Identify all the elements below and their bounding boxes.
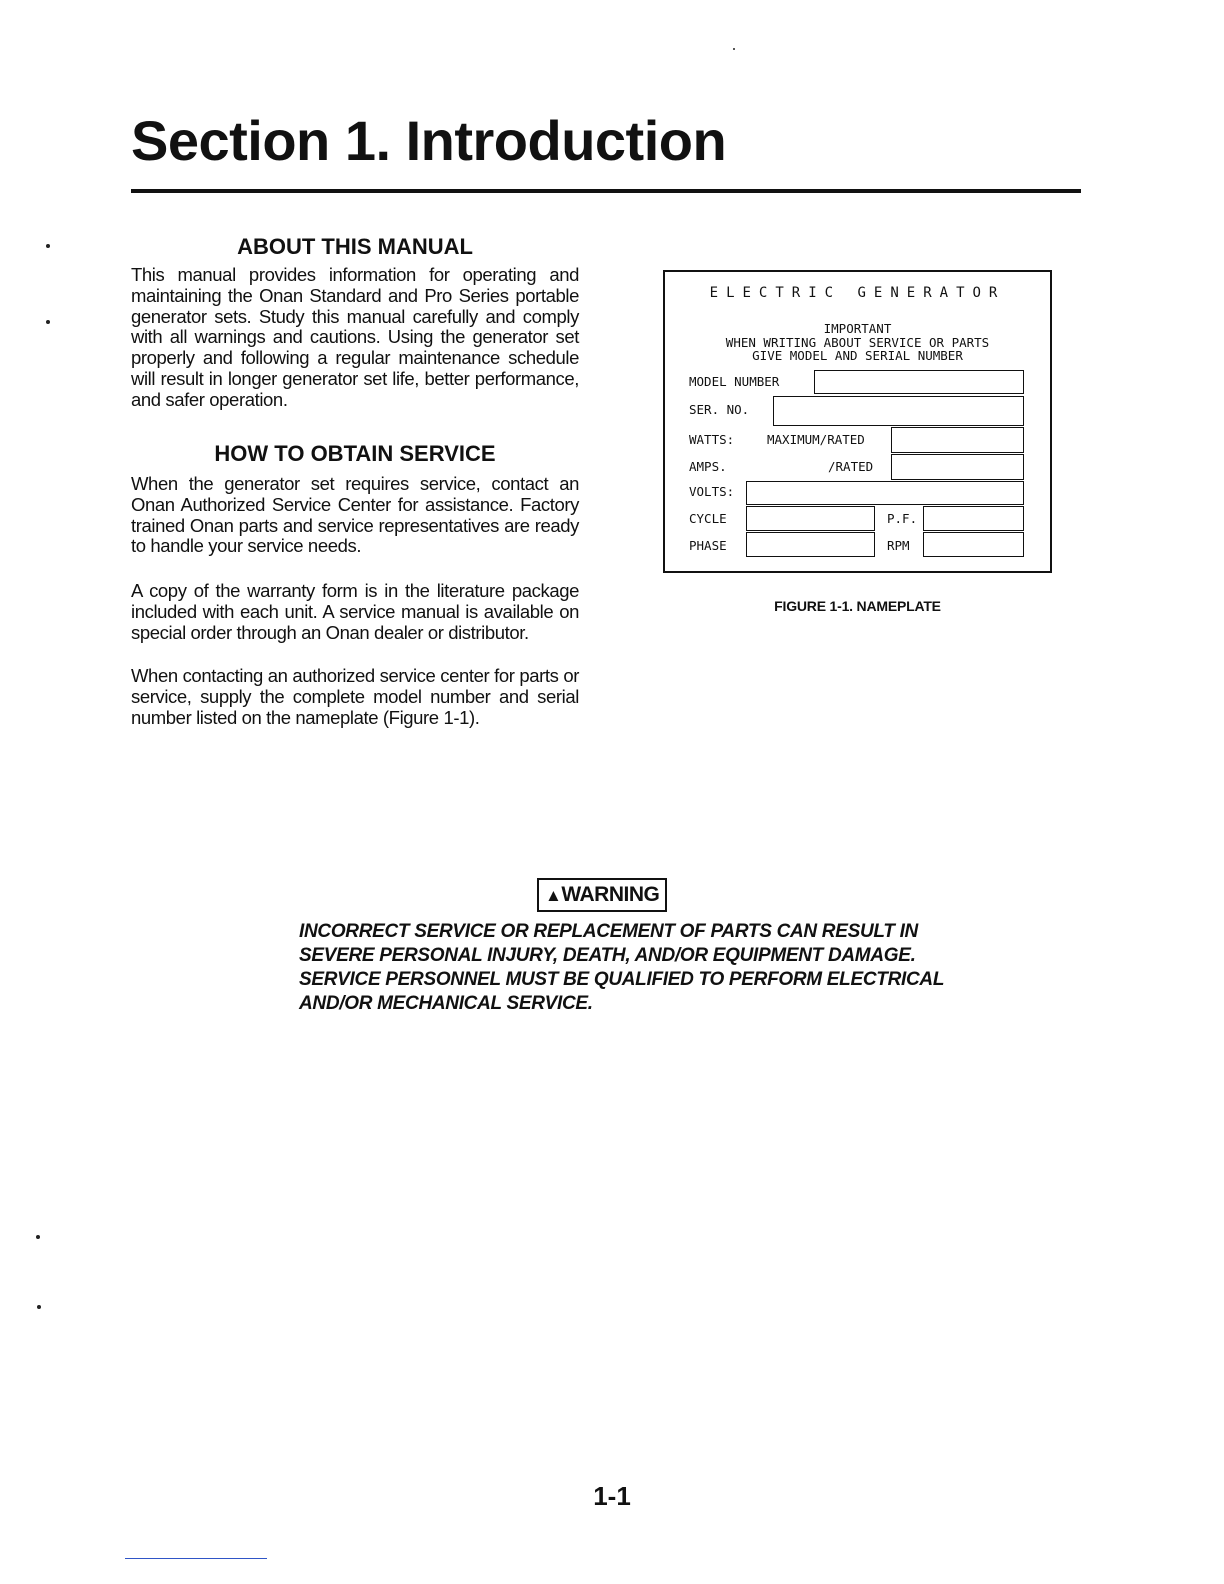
warning-line: SERVICE PERSONNEL MUST BE QUALIFIED TO PERFORM ELECTRICAL	[299, 969, 945, 990]
amps-box	[891, 454, 1024, 480]
nameplate-important: IMPORTANT	[823, 321, 892, 336]
figure-caption: FIGURE 1-1. NAMEPLATE	[774, 598, 941, 614]
scan-mark	[46, 244, 50, 248]
scan-mark	[46, 320, 50, 324]
warning-triangle-icon: ▲	[545, 886, 562, 905]
pf-box	[923, 506, 1024, 531]
amps-sublabel: /RATED	[828, 459, 874, 474]
nameplate-banner: ELECTRIC GENERATOR	[709, 285, 1006, 301]
title-rule	[131, 189, 1081, 193]
service-heading: HOW TO OBTAIN SERVICE	[214, 441, 496, 466]
scan-mark	[733, 48, 735, 50]
warning-label-text: WARNING	[561, 883, 660, 906]
watts-sublabel: MAXIMUM/RATED	[767, 432, 865, 447]
model-number-box	[814, 370, 1024, 394]
phase-box	[746, 532, 875, 557]
warning-line: AND/OR MECHANICAL SERVICE.	[299, 993, 593, 1014]
watts-box	[891, 427, 1024, 453]
nameplate-figure	[663, 270, 1052, 573]
serial-number-box	[773, 396, 1024, 426]
footer-line	[125, 1558, 267, 1559]
warning-line: SEVERE PERSONAL INJURY, DEATH, AND/OR EQUIPMENT DAMAGE.	[299, 945, 916, 966]
model-number-label: MODEL NUMBER	[689, 374, 780, 389]
cycle-label: CYCLE	[689, 511, 727, 526]
rpm-label: RPM	[887, 538, 910, 553]
volts-box	[746, 481, 1024, 505]
rpm-box	[923, 532, 1024, 557]
service-paragraph-3: When contacting an authorized service center for parts or service, supply the complete model number and serial number listed on the nameplate (Figure 1-1).	[131, 665, 579, 728]
nameplate-instruction-2: GIVE MODEL AND SERIAL NUMBER	[752, 348, 963, 363]
service-paragraph-2: A copy of the warranty form is in the literature package included with each unit. A service manual is available on special order through an Onan dealer or distributor.	[131, 580, 579, 643]
scan-mark	[36, 1235, 40, 1239]
amps-label: AMPS.	[689, 459, 727, 474]
service-paragraph-1: When the generator set requires service, contact an Onan Authorized Service Center for assistance. Factory trained Onan parts and service representatives are ready to handle your service needs.	[131, 473, 579, 557]
nameplate-instruction-1: WHEN WRITING ABOUT SERVICE OR PARTS	[725, 335, 990, 350]
cycle-box	[746, 506, 875, 531]
phase-label: PHASE	[689, 538, 727, 553]
about-heading: ABOUT THIS MANUAL	[237, 234, 473, 259]
pf-label: P.F.	[887, 511, 918, 526]
page-number: 1-1	[593, 1481, 631, 1511]
warning-label	[537, 878, 667, 912]
warning-text	[299, 920, 945, 1016]
volts-label: VOLTS:	[689, 484, 735, 499]
warning-line: INCORRECT SERVICE OR REPLACEMENT OF PARTS CAN RESULT IN	[299, 921, 918, 942]
page-title: Section 1. Introduction	[131, 109, 727, 172]
watts-label: WATTS:	[689, 432, 735, 447]
about-body: This manual provides information for operating and maintaining the Onan Standard and Pro Series portable generator sets. Study this manual carefully and comply with all warnings and cautions. Using the generator set properly and following a regular maintenance schedule will result in longer generator set life, better performance, and safer operation.	[131, 264, 579, 410]
serial-number-label: SER. NO.	[689, 402, 750, 417]
scan-mark	[37, 1305, 41, 1309]
